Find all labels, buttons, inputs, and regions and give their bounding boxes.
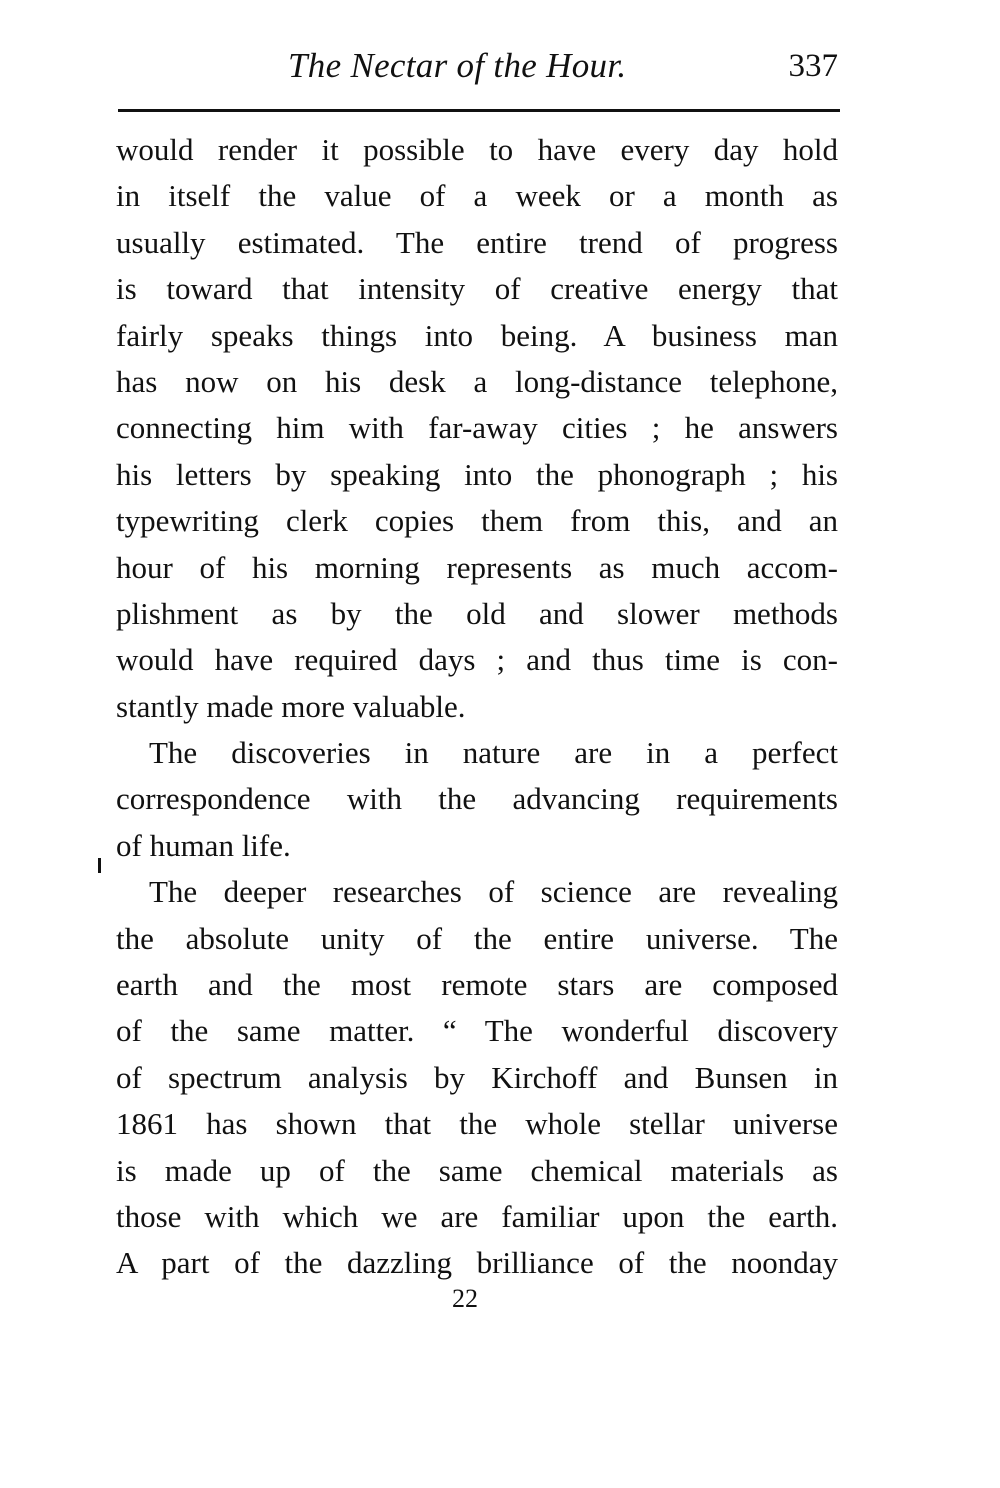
text-line: connecting him with far-away cities ; he answers bbox=[116, 410, 838, 446]
text-line: earth and the most remote stars are composed bbox=[116, 967, 838, 1003]
text-line: usually estimated. The entire trend of progress bbox=[116, 224, 838, 260]
paragraph-2 bbox=[116, 730, 838, 869]
text-line: is made up of the same chemical materials as bbox=[116, 1152, 838, 1188]
text-line: his letters by speaking into the phonograph ; his bbox=[116, 456, 838, 492]
text-line: typewriting clerk copies them from this, and an bbox=[116, 503, 838, 539]
text-line: fairly speaks things into being. A business man bbox=[116, 317, 838, 353]
text-line: hour of his morning represents as much accom- bbox=[116, 549, 838, 585]
text-line: plishment as by the old and slower methods bbox=[116, 595, 838, 631]
text-line: would render it possible to have every day hold bbox=[116, 132, 838, 167]
text-line: is toward that intensity of creative energy that bbox=[116, 271, 838, 307]
text-line: the absolute unity of the entire universe. The bbox=[116, 920, 838, 956]
page-number: 337 bbox=[788, 48, 838, 84]
running-title: The Nectar of the Hour. bbox=[288, 46, 627, 85]
margin-mark bbox=[98, 858, 101, 873]
text-line: of the same matter. “ The wonderful discovery bbox=[116, 1013, 838, 1049]
paragraph-1 bbox=[116, 127, 838, 730]
text-line: A part of the dazzling brilliance of the noonday bbox=[116, 1245, 838, 1281]
text-line: The discoveries in nature are in a perfect bbox=[149, 735, 838, 771]
text-line: would have required days ; and thus time is con- bbox=[116, 642, 838, 678]
text-line: 1861 has shown that the whole stellar universe bbox=[116, 1106, 838, 1142]
text-line: The deeper researches of science are revealing bbox=[149, 874, 838, 910]
text-line: correspondence with the advancing requirements bbox=[116, 781, 838, 817]
text-line: those with which we are familiar upon the earth. bbox=[116, 1198, 838, 1234]
text-line: has now on his desk a long-distance telephone, bbox=[116, 363, 838, 399]
text-line: in itself the value of a week or a month as bbox=[116, 178, 838, 214]
text-line: of human life. bbox=[116, 827, 291, 863]
running-header bbox=[118, 40, 838, 100]
signature-mark: 22 bbox=[452, 1284, 478, 1313]
paragraph-3 bbox=[116, 869, 838, 1287]
text-line: of spectrum analysis by Kirchoff and Bunsen in bbox=[116, 1059, 838, 1095]
header-rule bbox=[118, 109, 840, 112]
body-text bbox=[116, 127, 838, 1287]
text-line: stantly made more valuable. bbox=[116, 688, 466, 724]
